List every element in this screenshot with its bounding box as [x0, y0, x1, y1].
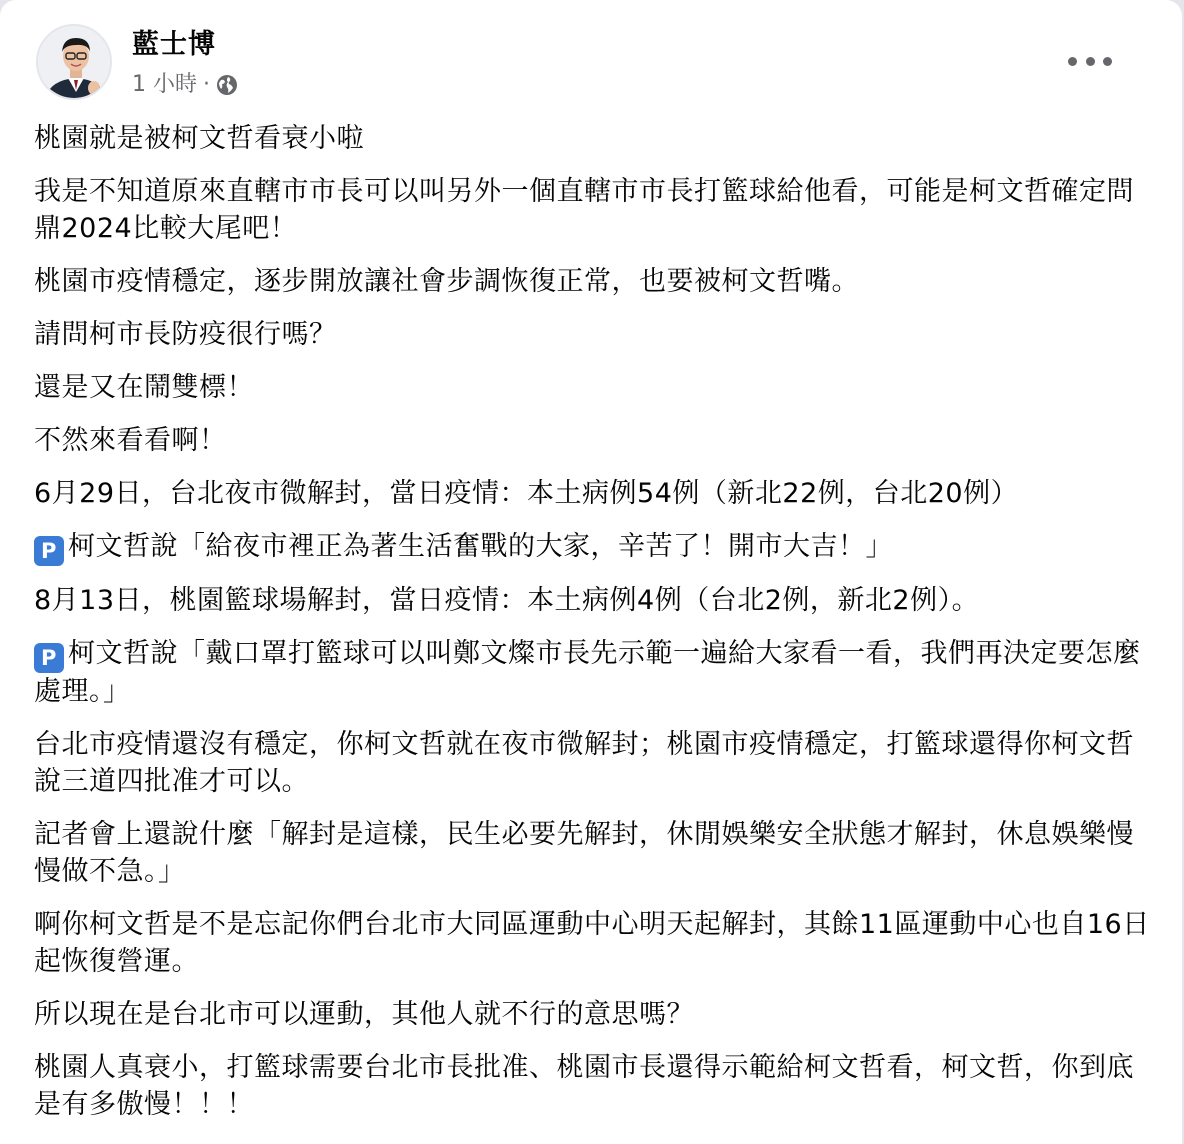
- p-badge-icon: P: [34, 643, 64, 673]
- globe-icon[interactable]: [216, 74, 238, 96]
- paragraph-text: 柯文哲說「給夜市裡正為著生活奮戰的大家，辛苦了！開市大吉！」: [68, 531, 893, 562]
- paragraph-text: 不然來看看啊！: [34, 425, 227, 456]
- paragraph-text: 8月13日，桃園籃球場解封，當日疫情：本土病例4例（台北2例，新北2例）。: [34, 585, 980, 616]
- more-dot-icon: [1103, 57, 1112, 66]
- paragraph-text: 我是不知道原來直轄市市長可以叫另外一個直轄市市長打籃球給他看，可能是柯文哲確定問鼎2024比較大尾吧！: [34, 176, 1134, 244]
- more-dot-icon: [1086, 57, 1095, 66]
- paragraph-text: 6月29日，台北夜市微解封，當日疫情：本土病例54例（新北22例，台北20例）: [34, 478, 1019, 509]
- post-paragraph: [34, 316, 1154, 353]
- post-paragraph: [34, 906, 1154, 980]
- post-paragraph: [34, 173, 1154, 247]
- post-time-row: [132, 72, 238, 98]
- paragraph-text: 記者會上還說什麼「解封是這樣，民生必要先解封，休閒娛樂安全狀態才解封，休息娛樂慢慢做不急。」: [34, 819, 1134, 887]
- post-paragraph: [34, 475, 1154, 512]
- post-paragraph: [34, 369, 1154, 406]
- paragraph-text: 啊你柯文哲是不是忘記你們台北市大同區運動中心明天起解封，其餘11區運動中心也自16日起恢復營運。: [34, 909, 1150, 977]
- post-paragraph: [34, 120, 1154, 157]
- post-paragraph: [34, 816, 1154, 890]
- post-header: [36, 24, 238, 100]
- post-paragraph: [34, 1049, 1154, 1123]
- author-name[interactable]: 藍士博: [132, 29, 216, 60]
- paragraph-text: 請問柯市長防疫很行嗎？: [34, 319, 337, 350]
- post-meta: [132, 24, 238, 98]
- post-timestamp[interactable]: 1 小時: [132, 72, 197, 97]
- author-avatar[interactable]: [36, 24, 112, 100]
- post-paragraph: [34, 263, 1154, 300]
- post-paragraph: [34, 422, 1154, 459]
- post-paragraph: [34, 635, 1154, 710]
- post-paragraph: [34, 582, 1154, 619]
- paragraph-text: 桃園人真衰小，打籃球需要台北市長批准、桃園市長還得示範給柯文哲看，柯文哲，你到底是有多傲慢！！！: [34, 1052, 1134, 1120]
- paragraph-text: 柯文哲說「戴口罩打籃球可以叫鄭文燦市長先示範一遍給大家看一看，我們再決定要怎麼處理。」: [34, 638, 1141, 707]
- post-paragraph: [34, 528, 1154, 566]
- p-badge-icon: P: [34, 536, 64, 566]
- post-paragraph: [34, 726, 1154, 800]
- paragraph-text: 桃園就是被柯文哲看衰小啦: [34, 123, 364, 154]
- paragraph-text: 還是又在鬧雙標！: [34, 372, 254, 403]
- paragraph-text: 所以現在是台北市可以運動，其他人就不行的意思嗎？: [34, 999, 694, 1030]
- avatar-photo: [38, 26, 112, 100]
- paragraph-text: 桃園市疫情穩定，逐步開放讓社會步調恢復正常，也要被柯文哲嘴。: [34, 266, 859, 297]
- more-dot-icon: [1068, 57, 1077, 66]
- more-options-button[interactable]: [1068, 46, 1112, 76]
- meta-separator: ·: [203, 72, 210, 97]
- post-paragraph: [34, 996, 1154, 1033]
- post-body: [34, 120, 1154, 1139]
- paragraph-text: 台北市疫情還沒有穩定，你柯文哲就在夜市微解封；桃園市疫情穩定，打籃球還得你柯文哲說三道四批准才可以。: [34, 729, 1134, 797]
